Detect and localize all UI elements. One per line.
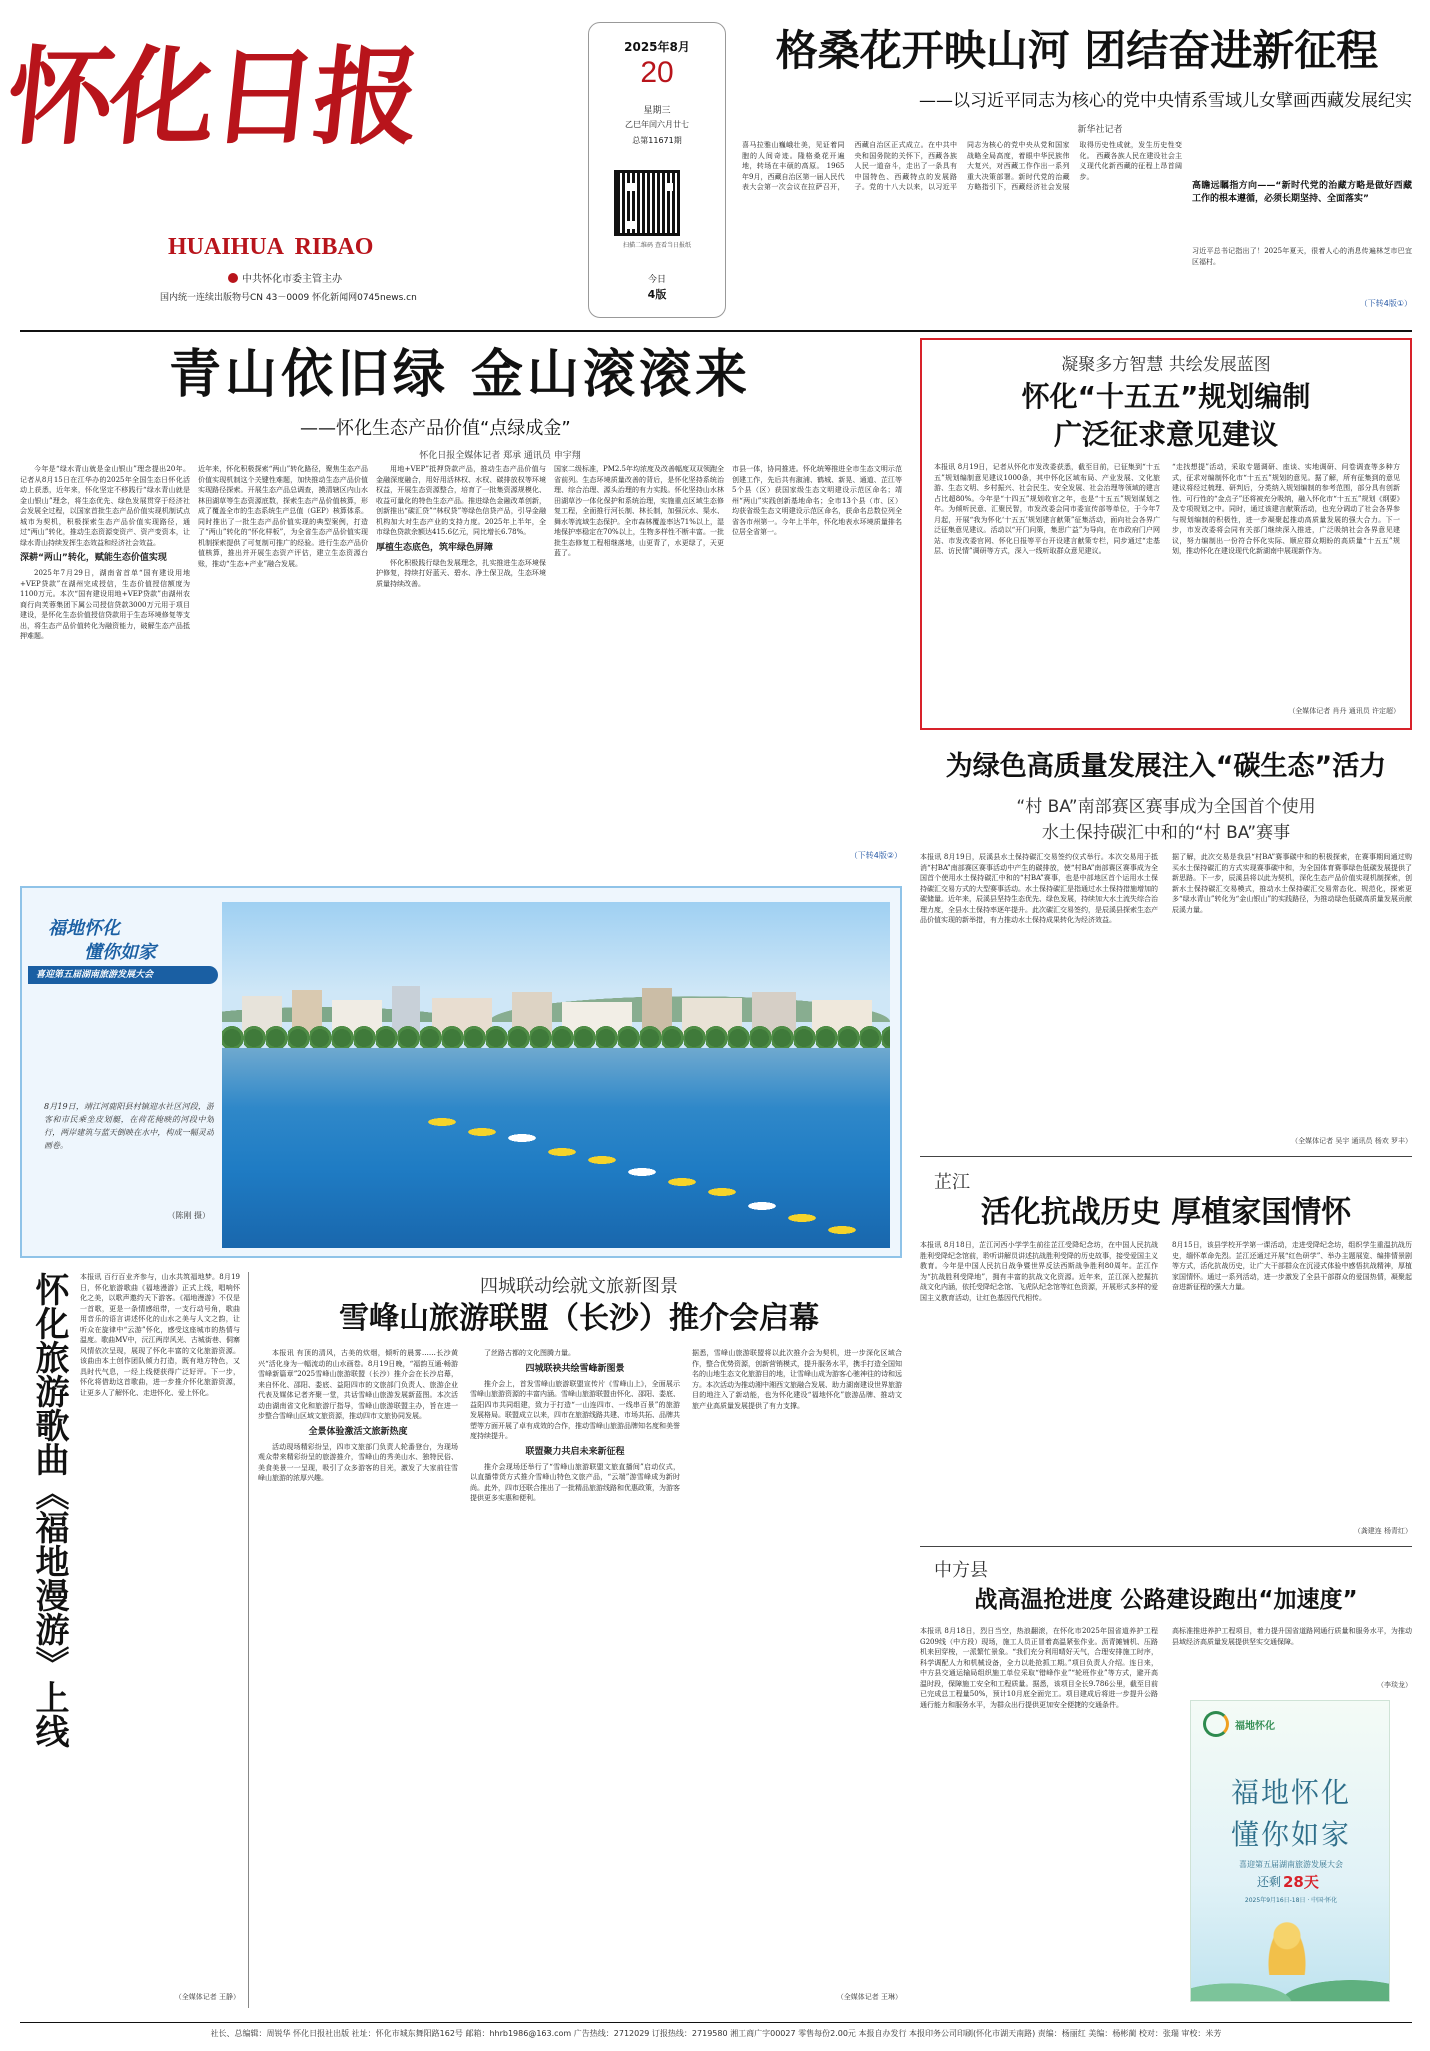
carbon-divider [920, 1156, 1412, 1157]
date-day: 20 [640, 56, 674, 89]
eco-col2: 近年来，怀化积极探索“两山”转化路径，聚焦生态产品价值实现机制这个关键性难题，加快推动生态产品价值实现路径探索。开展生态产品总调查，摸清辖区内山水林田湖草等生态资源底数，探索生态产品价值核算，形成了覆盖全市的生态系统生产总值（GEP）核算体系。同时推出了一批生态产品价值实现的典型案例，打造了“两山”转化的“怀化样板”，为全省生态产品价值实现机制探索提供了可复制可推广的经验。进行生态产品价值核算，推出并开展生态资产评估，建立生态资源台账，推动“生态+产业”融合发展。 [198, 465, 368, 568]
snow-col1-text: 本报讯 有顶的清风，古美的炊烟，倾听的晨雾……长沙黄兴“活化身为一幅流动的山水画卷。8月19日晚，“福韵互通·畅游雪峰新篇章”2025雪峰山旅游联盟（长沙）推介会在长沙启幕，来自怀化、邵阳、娄底、益阳四市的文旅部门负责人、旅游企业代表及媒体记者齐聚一堂，共话雪峰山旅游发展新蓝图。本次活动由湖南省文化和旅游厅指导，雪峰山旅游联盟主办，旨在进一步整合雪峰山区域文旅资源，推动四市文旅协同发展。 [258, 1349, 458, 1420]
snow-col2 [470, 1348, 680, 2008]
photo-trees [222, 1024, 890, 1050]
carbon-title[interactable]: 为绿色高质量发展注入“碳生态”活力 [945, 751, 1387, 782]
lead-byline: 新华社记者 [1077, 125, 1123, 135]
eco-col5: 市县一体，协同推进。怀化统筹推进全市生态文明示范创建工作，先后共有溆浦、鹤城、新晃、通道、芷江等5个县（区）获国家级生态文明建设示范区命名；靖州“两山”实践创新基地命名；全市13个县（市、区）均获省级生态文明建设示范区命名，获命名总数位列全省各市州第一。今年上半年，怀化地表水环境质量排名位居全省第一。 [732, 465, 902, 536]
snow-title[interactable]: 雪峰山旅游联盟（长沙）推介会启幕 [339, 1301, 819, 1336]
ad-line1: 福地怀化 [1230, 1776, 1351, 1809]
snow-byline: （全媒体记者 王琳） [836, 1993, 902, 2001]
masthead-pinyin: HUAIHUA RIBAO [168, 234, 374, 260]
zhongfang-col1: 本报讯 8月18日，烈日当空，热浪翻滚，在怀化市2025年国省道养护工程G209线（中方段）现场，施工人员正冒着高温紧张作业。沥青摊铺机、压路机来回穿梭，一派繁忙景象。“我们充分利用晴好天气，合理安排施工时序，科学调配人力和机械设备，全力以赴抢抓工期。”项目负责人介绍。连日来，中方县交通运输局组织施工单位采取“错峰作业”“轮班作业”等方式，避开高温时段，保障施工安全和工程质量。据悉，该项目全长9.786公里，截至目前已完成总工程量50%，预计10月底全面完工。项目建成后将进一步提升公路通行能力和服务水平，为群众出行提供更加安全便捷的交通条件。 [920, 1627, 1158, 1709]
song-byline: （全媒体记者 王静） [174, 1993, 240, 2001]
plan-title-line1[interactable]: 怀化“十五五”规划编制 [1021, 380, 1311, 413]
eco-section2-heading: 厚植生态底色，筑牢绿色屏障 [376, 542, 494, 553]
photo-caption: 8月19日，靖江河鹿阳县村镇迎水社区河段，游客和市民乘坐皮划艇，在荷花掩映的河段中划行，两岸建筑与蓝天倒映在水中，构成一幅灵动画卷。 [44, 1102, 214, 1150]
lead-body: 喜马拉雅山巍峨壮美，见证着同胞的人间奇迹。隆格桑花开遍地，转场在丰硕的高原。 1965年9月，西藏自治区第一届人民代表大会第一次会议在拉萨召开，西藏自治区正式成立。在中共中央和国务院的关怀下，西藏各族人民一道奋斗，走出了一条具有中国特色、西藏特点的发展路子。党的十八大以来，以习近平同志为核心的党中央从党和国家战略全局高度，着眼中华民族伟大复兴，对西藏工作作出一系列重大决策部署。新时代党的治藏方略指引下，西藏经济社会发展取得历史性成就，发生历史性变化。 西藏各族人民在建设社会主义现代化新西藏的征程上昂首阔步。 [742, 141, 1182, 191]
eco-col3-text: 用地+VEP”抵押贷款产品，推动生态产品价值与金融深度融合，用好用活林权、水权、碳排放权等环境权益，开展生态资源整合，培育了一批集资源规模化、收益可量化的特色生态产品。推进绿色金融改革创新，创新推出“碳汇贷”“林权贷”等绿色信贷产品，引导金融机构加大对生态产业的支持力度。2025年上半年，全市绿色贷款余额达415.6亿元，同比增长6.78%。 [376, 465, 546, 536]
snow-col2b-text: 推介会上，首发雪峰山旅游联盟宣传片《雪峰山上》，全面展示雪峰山旅游资源的丰富内涵。雪峰山旅游联盟由怀化、邵阳、娄底、益阳四市共同组建，致力于打造“一山连四市、一线串百景”的旅游发展格局。联盟成立以来，四市在旅游线路共建、市场共拓、品牌共塑等方面开展了卓有成效的合作，推动雪峰山旅游品牌知名度和美誉度持续提升。 [470, 1379, 680, 1440]
snow-section1-heading: 全景体验激活文旅新热度 [308, 1426, 408, 1437]
masthead-registration: 国内统一连续出版物号CN 43－0009 怀化新闻网0745news.cn [160, 293, 417, 303]
zhongfang-byline: （李琰龙） [1377, 1681, 1412, 1689]
snow-section3-heading: 联盟聚力共启未来新征程 [525, 1446, 625, 1457]
masthead-divider [20, 330, 1412, 332]
carbon-subtitle1: “村 BA”南部赛区赛事成为全国首个使用 [1016, 797, 1316, 817]
ad-line2: 懂你如家 [1230, 1818, 1351, 1851]
eco-col1b-text: 2025年7月29日，湖南省首单“国有建设用地+VEP贷款”在湖州完成授信，生态价值授信额度为1100万元。本次“国有建设用地+VEP贷款”由湖州农商行向芙蓉集团下属公司授信贷款3000万元用于项目建设，是怀化生态价值授信贷款用于生态环境修复等支出，将生态产品价值转化为融资能力，破解生态产品抵押难题。 [20, 569, 190, 640]
eco-col4: 国家二级标准，PM2.5年均浓度及改善幅度双双领跑全省前列。生态环境质量改善的背后，是怀化坚持系统治理、综合治理、源头治理的有力实践。怀化坚持山水林田湖草沙一体化保护和系统治理，实施重点区域生态修复工程，全面推行河长制、林长制，加强沅水、渠水、舞水等流域生态保护。全市森林覆盖率达71%以上，湿地保护率稳定在70%以上，生物多样性不断丰富。一批批生态修复工程相继落地，山更青了，水更绿了，天更蓝了。 [554, 465, 724, 557]
snow-col3: 据悉，雪峰山旅游联盟将以此次推介会为契机，进一步深化区域合作，整合优势资源，创新营销模式，提升服务水平，携手打造全国知名的山地生态文化旅游目的地，让雪峰山成为游客心驰神往的诗和远方。本次活动为推动湘中湘西文旅融合发展、助力湖南建设世界旅游目的地注入了新动能，也为怀化建设“福地怀化”旅游品牌、推动文旅产业高质量发展提供了有力支撑。 [692, 1349, 902, 1410]
date-weekday: 星期三 [643, 106, 671, 116]
photo-banner: 喜迎第五届湖南旅游发展大会 [28, 966, 218, 984]
lead-subtitle: ——以习近平同志为核心的党中央情系雪域儿女擘画西藏发展纪实 [919, 91, 1412, 110]
qr-caption: 扫描二维码 查看当日报纸 [623, 242, 691, 249]
ad-countdown-label: 还剩 [1256, 1875, 1281, 1889]
footer-rule [20, 2022, 1412, 2023]
carbon-col2: 据了解，此次交易是我县“村BA”赛事碳中和的积极探索，在赛事期间通过购买水土保持碳汇的方式实现赛事碳中和，为全国体育赛事绿色低碳发展提供了新思路。下一步，辰溪县将以此为契机，深化生态产品价值实现机制探索，创新水土保持碳汇交易模式，推动水土保持碳汇交易常态化、规范化，探索更多“绿水青山”转化为“金山银山”的实践路径，为推动绿色低碳高质量发展贡献辰溪力量。 [1172, 853, 1412, 914]
lead-quote-after: 习近平总书记指出了！2025年夏天，很着人心的消息传遍林芝市巴宜区福村。 [1192, 247, 1412, 266]
snow-section2-heading: 四城联袂共绘雪峰新图景 [525, 1363, 625, 1374]
eco-col1 [20, 464, 190, 864]
publisher-logo-icon [228, 273, 238, 283]
zhijiang-title[interactable]: 活化抗战历史 厚植家国情怀 [980, 1195, 1352, 1230]
tourism-ad[interactable] [1190, 1700, 1390, 2002]
eco-col3 [376, 464, 546, 864]
zhongfang-col2: 高标准推进养护工程项目，着力提升国省道路网通行质量和服务水平，为推动县域经济高质量发展提供坚实交通保障。 [1172, 1627, 1412, 1646]
pages-label: 今日 [647, 275, 666, 285]
eco-col1-text: 今年是“绿水青山就是金山银山”理念提出20年。记者从8月15日在江华办的2025年全国生态日怀化活动上获悉，近年来，怀化坚定不移践行“绿水青山就是金山银山”理念，将生态优先、绿色发展贯穿于经济社会发展全过程，以国家首批生态产品价值实现机制试点城市为契机，积极探索生态产品价值实现路径，通过“两山”转化，推动生态资源变资产、资产变资本，让绿水青山持续发挥生态效益和经济社会效益。 [20, 465, 190, 547]
eco-col3b-text: 怀化积极践行绿色发展理念，扎实推进生态环境保护修复，持续打好蓝天、碧水、净土保卫战，生态环境质量持续改善。 [376, 558, 546, 588]
date-issue: 总第11671期 [632, 136, 682, 145]
ad-logo-text: 福地怀化 [1235, 1721, 1275, 1732]
carbon-subtitle2: 水土保持碳汇中和的“村 BA”赛事 [1041, 823, 1291, 843]
pages-count: 4版 [647, 288, 667, 301]
carbon-col1: 本报讯 8月19日，辰溪县水土保持碳汇交易签约仪式举行。本次交易用于抵消“村BA”南部赛区赛事活动中产生的碳排放，使“村BA”南部赛区赛事成为全国首个使用水土保持碳汇中和的“村BA”赛事，也是中部地区首个运用水土保持碳汇交易方式的大型赛事活动。水土保持碳汇是指通过水土保持措施增加的碳储量。近年来，辰溪县坚持生态优先、绿色发展，持续加大水土流失综合治理力度，全县水土保持率逐年提升。此次碳汇交易签约，是辰溪县探索生态产品价值实现的新举措，有力推动水土保持成果转化为经济效益。 [920, 853, 1158, 924]
plan-title-line2[interactable]: 广泛征求意见建议 [1053, 418, 1278, 451]
zhongfang-place: 中方县 [934, 1560, 988, 1581]
photo-slogan1: 福地怀化 [48, 918, 120, 939]
zhijiang-byline: （龚建连 杨青红） [1353, 1527, 1412, 1535]
eco-title[interactable]: 青山依旧绿 金山滚滚来 [168, 344, 752, 405]
song-body: 本报讯 百行百业齐参与，山水共筑福地梦。8月19日，怀化旅游歌曲《福地漫游》正式上线，唱响怀化之美，以歌声邀约天下游客。《福地漫游》不仅是一首歌，更是一条情感纽带，一支行动号角，歌曲用音乐的语言讲述怀化的山水之美与人文之韵，让听众在旋律中“云游”怀化，感受这座城市的热情与温度。歌曲MV中，沅江两岸风光、古城街巷、侗寨风情依次呈现，展现了怀化丰富的文化旅游资源。该曲由本土创作团队倾力打造，既有地方特色，又具时代气息，一经上线便获得广泛好评。下一步，怀化将借助这首歌曲，进一步推介怀化旅游资源，让更多人了解怀化、走进怀化、爱上怀化。 [80, 1273, 240, 1397]
snow-col1 [258, 1348, 458, 2008]
plan-col2: “走找想提”活动，采取专题调研、座谈、实地调研、问卷调查等多种方式，征求对编制怀化市“十五五”规划的意见。据了解，所有征集到的意见建议将经过梳理、研判后，分类纳入规划编制的参考范围，部分具有创新性、可行性的“金点子”还将被充分吸纳，融入怀化市“十五五”规划《纲要》及专项规划之中。同时，通过该建言献策活动，也充分调动了社会各界参与规划编制的积极性，进一步凝聚起推动高质量发展的强大合力。下一步，市发改委将会同有关部门继续深入推进，广泛吸纳社会各界意见建议，努力编制出一份符合怀化实际、顺应群众期盼的高质量“十五五”规划，推动怀化在建设现代化新湖南中展现新作为。 [1172, 463, 1400, 555]
ad-countdown: 28天 [1283, 1873, 1319, 1891]
ad-line3: 喜迎第五届湖南旅游发展大会 [1239, 1860, 1343, 1869]
date-year-month: 2025年8月 [624, 40, 690, 54]
snow-col2c-text: 推介会现场还举行了“雪峰山旅游联盟文旅直播间”启动仪式，以直播带货方式推介雪峰山特色文旅产品，“云端”游雪峰成为新时尚。此外，四市还联合推出了一批精品旅游线路和优惠政策，为游客提供更多实惠和便利。 [470, 1462, 680, 1502]
eco-continue-link[interactable]: （下转4版②） [849, 851, 902, 860]
ad-hills [1191, 1951, 1390, 2002]
masthead-name: 怀化日报 [1, 34, 423, 159]
kayak-group [422, 1102, 862, 1242]
masthead-sponsor: 中共怀化市委主管主办 [242, 274, 342, 285]
plan-col1: 本报讯 8月19日，记者从怀化市发改委获悉，截至目前，已征集到“十五五”规划编制意见建议1000条，其中怀化区域布局、产业发展、文化旅游、生态文明、乡村振兴、社会民生、安全发展、社会治理等领域的建言占比超80%。今年是“十四五”规划收官之年，也是“十五五”规划谋划之年。为倾听民意、汇聚民智，市发改委会同市委宣传部等单位，于今年7月起，开展“我为怀化‘十五五’规划建言献策”征集活动，面向社会各界广泛征集意见建议。活动以“开门问策，集思广益”为导向，在市政府门户网站、市发改委官网、怀化日报等平台开设建言献策专栏，同步通过“走基层、访民情”调研等方式，深入一线听取群众意见建议。 [934, 463, 1160, 555]
zhijiang-col1: 本报讯 8月18日，芷江河西小学学生前往芷江受降纪念坊，在中国人民抗战胜利受降纪念馆前，聆听讲解员讲述抗战胜利受降的历史故事，接受爱国主义教育。今年是中国人民抗日战争暨世界反法西斯战争胜利80周年。芷江作为“抗战胜利受降地”，拥有丰富的抗战文化资源。近年来，芷江深入挖掘抗战文化内涵，依托受降纪念馆、飞虎队纪念馆等红色资源，开展形式多样的爱国主义教育活动，让红色基因代代相传。 [920, 1241, 1158, 1302]
plan-byline: （全媒体记者 肖丹 通讯员 许定超） [1288, 707, 1400, 715]
carbon-byline: （全媒体记者 吴宇 通讯员 杨欢 罗丰） [1291, 1137, 1412, 1145]
photo-slogan2: 懂你如家 [84, 942, 156, 963]
lead-title[interactable]: 格桑花开映山河 团结奋进新征程 [775, 26, 1379, 75]
photo-credit: （陈刚 摄） [167, 1211, 210, 1220]
footer-text: 社长、总编辑：周锐华 怀化日报社出版 社址：怀化市城东舞阳路162号 邮箱：hhrb1986@163.com 广告热线：2712029 订报热线：2719580 湘工商广字00027 零售每份2.00元 本报自办发行 本报印务公司印刷(怀化市湖天南路) 责编：杨丽红 美编：杨彬蔺 校对：张瑞 审校：米芳 [210, 2029, 1222, 2038]
eco-subtitle: ——怀化生态产品价值“点绿成金” [300, 418, 571, 439]
song-divider [248, 1272, 249, 2008]
snow-kicker: 四城联动绘就文旅新图景 [480, 1276, 678, 1297]
lake-photo[interactable] [222, 902, 890, 1248]
lead-quote: 高瞻远瞩指方向——“新时代党的治藏方略是做好西藏工作的根本遵循，必须长期坚持、全面落实” [1192, 181, 1412, 204]
eco-section1-heading: 深耕“两山”转化，赋能生态价值实现 [20, 553, 167, 563]
snow-col2-text: 了丝路古都的文化图腾力量。 [484, 1349, 575, 1357]
eco-byline: 怀化日报全媒体记者 郑承 通讯员 申宇翔 [419, 451, 581, 461]
snow-col1b-text: 活动现场精彩纷呈，四市文旅部门负责人轮番登台，为现场观众带来精彩纷呈的旅游推介，雪峰山的秀美山水、独特民俗、美食美景一一呈现，吸引了众多游客的目光，激发了大家前往雪峰山旅游的浓厚兴趣。 [258, 1442, 458, 1482]
qr-code-icon[interactable] [614, 170, 680, 236]
zhijiang-col2: 8月15日，该县学校开学第一课活动，走进受降纪念坊，组织学生重温抗战历史，缅怀革命先烈。芷江还通过开展“红色研学”、举办主题展览、编排情景剧等方式，活化抗战历史，让广大干部群众在沉浸式体验中感悟抗战精神，厚植家国情怀。通过一系列活动，进一步激发了全县干部群众的爱国热情，凝聚起奋进新征程的强大力量。 [1172, 1241, 1412, 1291]
ad-dates: 2025年9月16日-18日 · 中国·怀化 [1244, 1897, 1338, 1904]
zhijiang-divider [920, 1546, 1412, 1547]
lead-continue-link[interactable]: （下转4版①） [1359, 299, 1412, 308]
plan-kicker: 凝聚多方智慧 共绘发展蓝图 [1061, 355, 1271, 375]
zhongfang-title[interactable]: 战高温抢进度 公路建设跑出“加速度” [974, 1587, 1358, 1613]
date-lunar: 乙巳年闰六月廿七 [625, 120, 689, 129]
zhijiang-place: 芷江 [934, 1172, 970, 1193]
ad-logo-icon [1203, 1711, 1229, 1737]
song-title[interactable]: 怀化旅游歌曲《福地漫游》上线 [29, 1272, 69, 1748]
